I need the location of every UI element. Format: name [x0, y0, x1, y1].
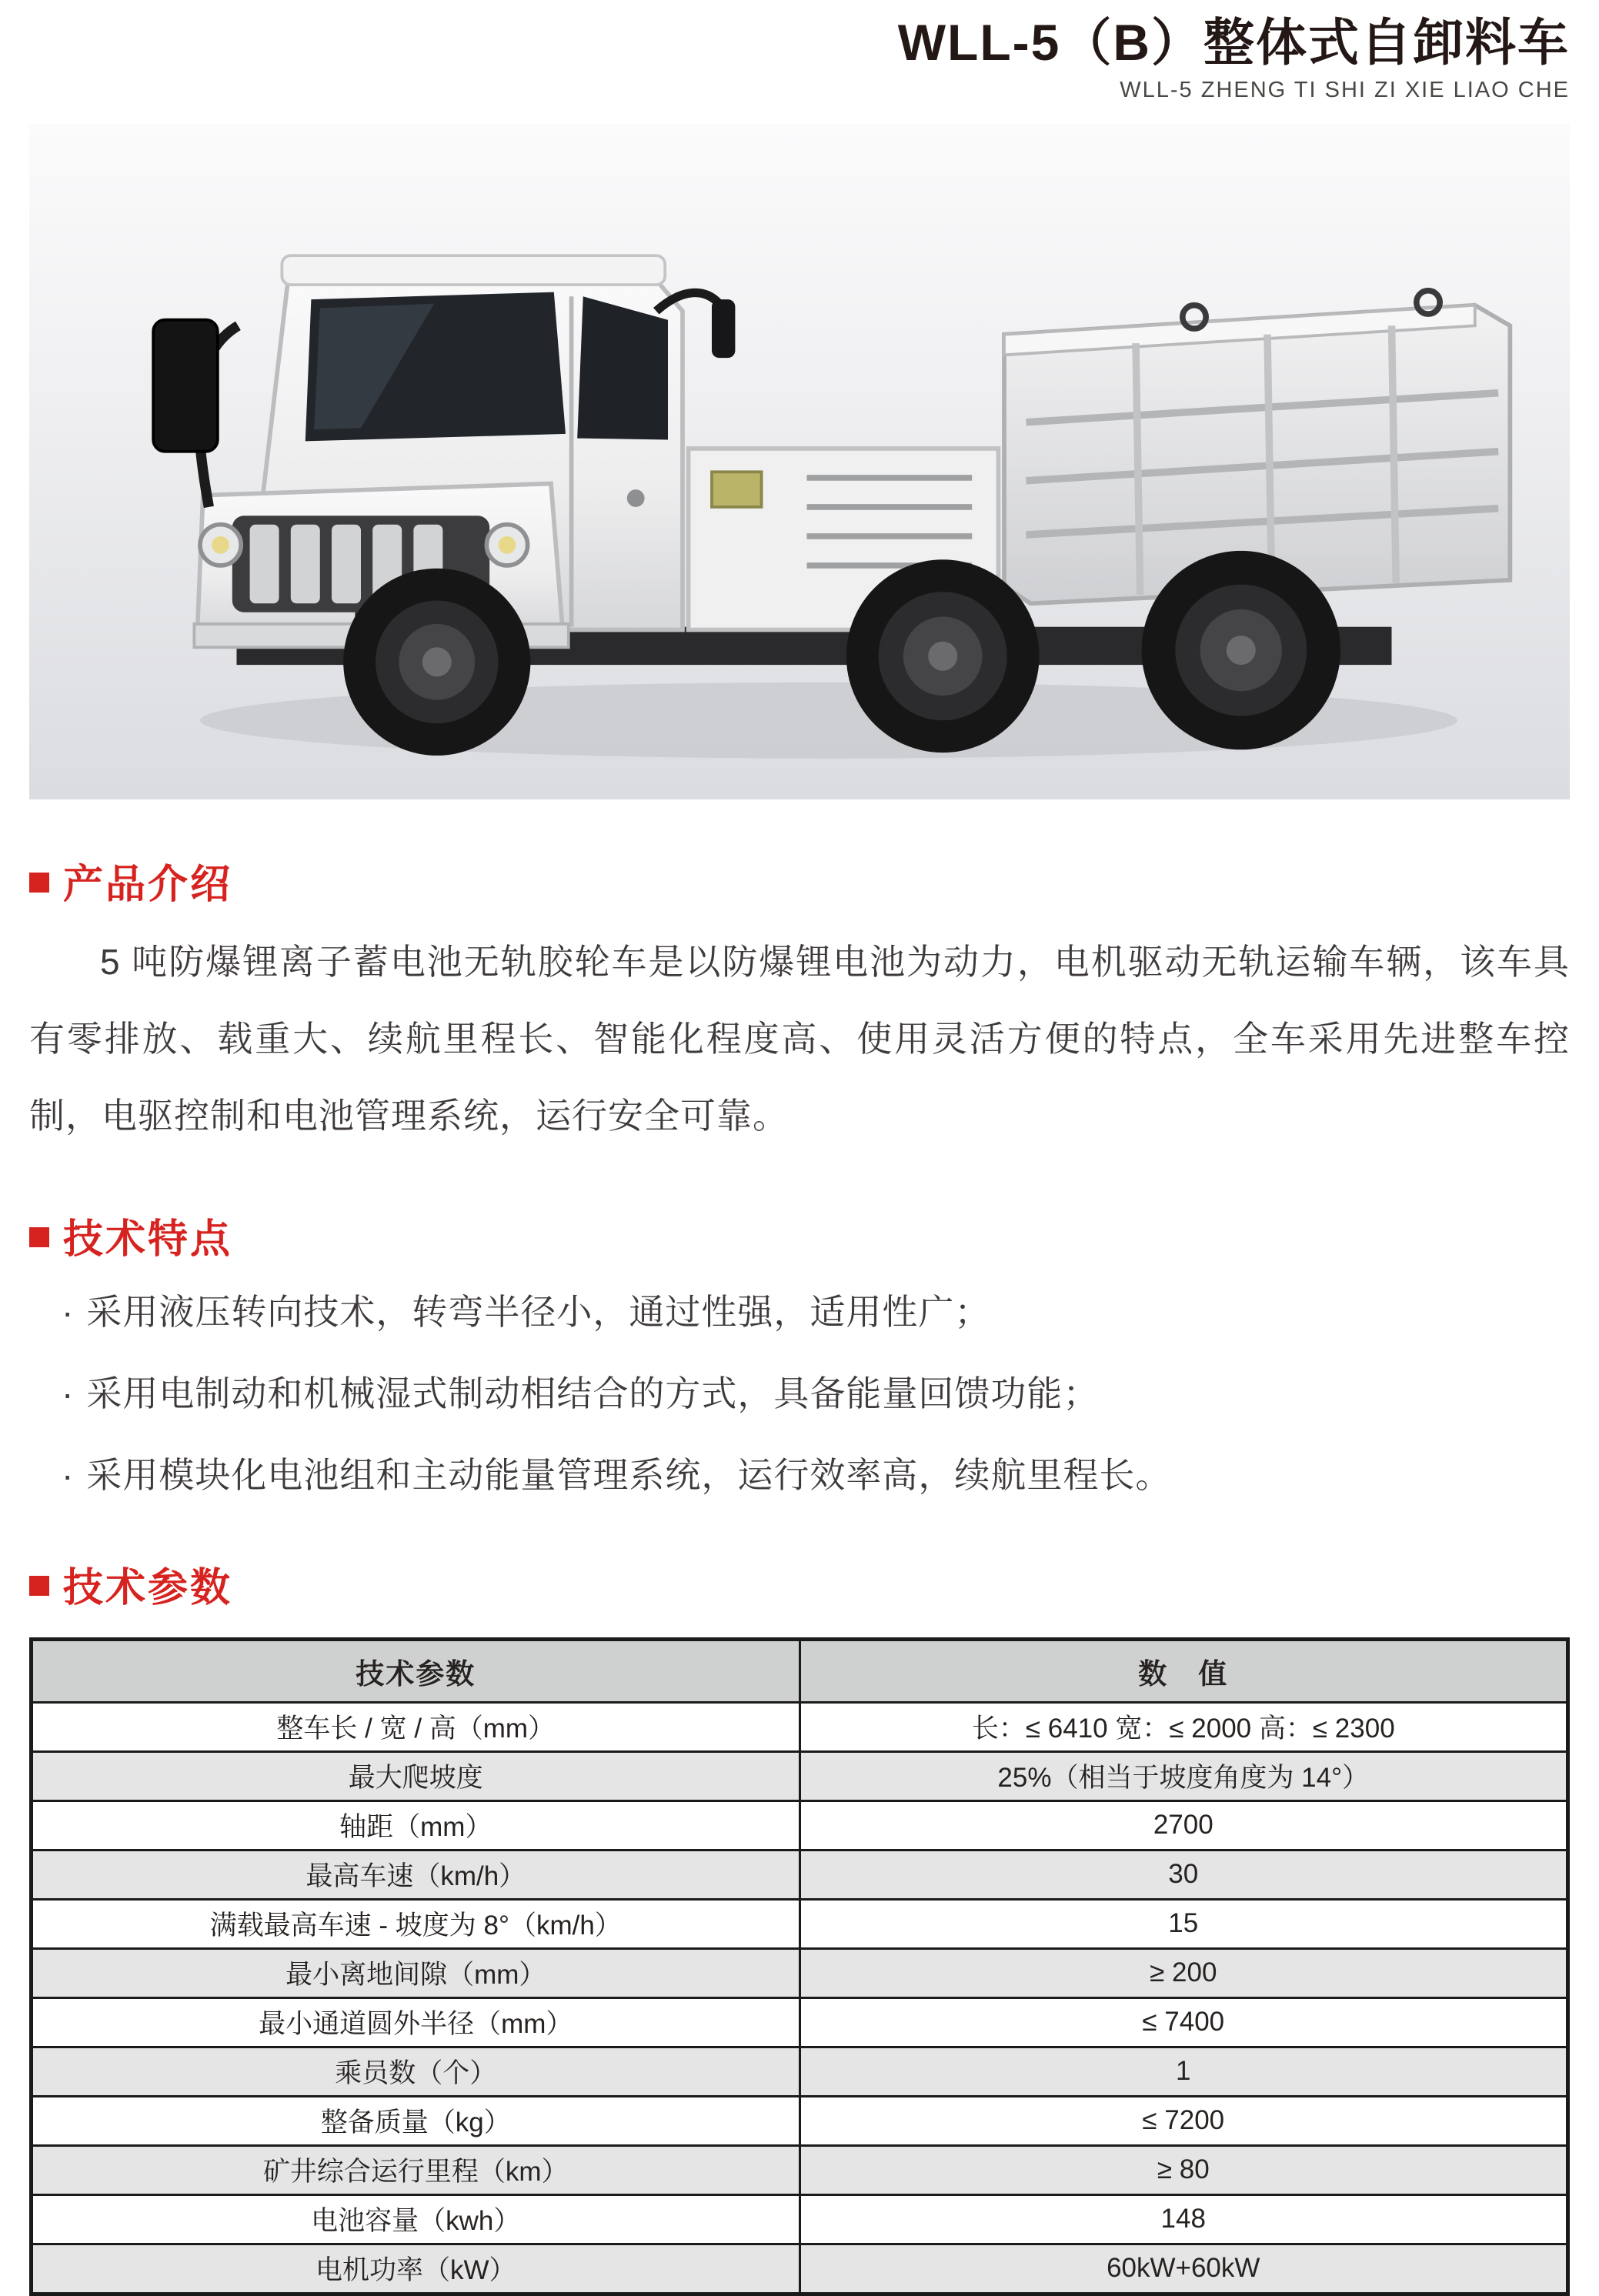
spec-param-cell: 最高车速（km/h）: [32, 1850, 800, 1899]
section-heading-specs: [29, 1555, 1570, 1613]
table-row: [32, 1800, 1568, 1850]
feature-text: 采用液压转向技术，转弯半径小，通过性强，适用性广；: [86, 1291, 991, 1332]
spec-value-cell: 15: [800, 1899, 1568, 1948]
section-heading-features: [29, 1206, 1570, 1264]
spec-value-cell: ≤ 7400: [800, 1997, 1568, 2047]
truck-illustration: [68, 146, 1531, 777]
bullet-dot: ·: [62, 1454, 75, 1495]
spec-value-cell: 1: [800, 2047, 1568, 2096]
section-title: 技术参数: [63, 1565, 233, 1610]
rear-wheel: [1142, 551, 1340, 749]
bullet-dot: ·: [62, 1373, 75, 1413]
section-title: 技术特点: [63, 1216, 233, 1262]
middle-wheel: [846, 559, 1040, 753]
table-row: [32, 1702, 1568, 1751]
spec-param-cell: 最小离地间隙（mm）: [32, 1948, 800, 1997]
spec-param-cell: 电池容量（kwh）: [32, 2194, 800, 2244]
spec-value-cell: ≥ 200: [800, 1948, 1568, 1997]
table-row: [32, 1850, 1568, 1899]
feature-item: [62, 1447, 1570, 1503]
section-bullet-square: [29, 1576, 49, 1596]
section-title: 产品介绍: [63, 862, 233, 907]
page-title: WLL-5（B）整体式自卸料车: [897, 14, 1570, 71]
document-header: [29, 14, 1570, 104]
spec-param-cell: 乘员数（个）: [32, 2047, 800, 2096]
spec-value-cell: 长：≤ 6410 宽：≤ 2000 高：≤ 2300: [800, 1702, 1568, 1751]
product-photo: [29, 124, 1570, 799]
spec-param-cell: 电机功率（kW）: [32, 2244, 800, 2294]
spec-param-cell: 最小通道圆外半径（mm）: [32, 1997, 800, 2047]
front-wheel: [343, 568, 530, 755]
spec-value-cell: 30: [800, 1850, 1568, 1899]
page-subtitle: WLL-5 ZHENG TI SHI ZI XIE LIAO CHE: [1120, 77, 1570, 102]
spec-param-cell: 整备质量（kg）: [32, 2096, 800, 2145]
table-row: [32, 1948, 1568, 1997]
spec-param-cell: 满载最高车速 - 坡度为 8°（km/h）: [32, 1899, 800, 1948]
feature-text: 采用电制动和机械湿式制动相结合的方式，具备能量回馈功能；: [86, 1373, 1100, 1413]
spec-param-cell: 矿井综合运行里程（km）: [32, 2145, 800, 2194]
feature-text: 采用模块化电池组和主动能量管理系统，运行效率高，续航里程长。: [86, 1454, 1172, 1495]
spec-table: [29, 1637, 1570, 2296]
spec-value-cell: 2700: [800, 1800, 1568, 1850]
spec-value-cell: ≤ 7200: [800, 2096, 1568, 2145]
table-row: [32, 2194, 1568, 2244]
spec-param-cell: 最大爬坡度: [32, 1751, 800, 1800]
feature-item: [62, 1284, 1570, 1340]
table-row: [32, 2096, 1568, 2145]
table-row: [32, 2244, 1568, 2294]
table-row: [32, 1997, 1568, 2047]
spec-param-cell: 整车长 / 宽 / 高（mm）: [32, 1702, 800, 1751]
intro-paragraph: 5 吨防爆锂离子蓄电池无轨胶轮车是以防爆锂电池为动力，电机驱动无轨运输车辆，该车具有零排放、载重大、续航里程长、智能化程度高、使用灵活方便的特点，全车采用先进整车控制，电驱控制和电池管理系统，运行安全可靠。: [29, 941, 1570, 1136]
spec-header-value: 数 值: [800, 1639, 1568, 1702]
feature-list: [29, 1284, 1570, 1503]
section-heading-intro: [29, 852, 1570, 909]
bullet-dot: ·: [62, 1291, 75, 1332]
table-row: [32, 1751, 1568, 1800]
spec-table-header-row: [32, 1639, 1568, 1702]
table-row: [32, 2145, 1568, 2194]
section-bullet-square: [29, 873, 49, 893]
section-bullet-square: [29, 1227, 49, 1247]
table-row: [32, 2047, 1568, 2096]
spec-param-cell: 轴距（mm）: [32, 1800, 800, 1850]
spec-value-cell: 148: [800, 2194, 1568, 2244]
spec-value-cell: 60kW+60kW: [800, 2244, 1568, 2294]
spec-value-cell: ≥ 80: [800, 2145, 1568, 2194]
table-row: [32, 1899, 1568, 1948]
spec-header-param: 技术参数: [32, 1639, 800, 1702]
spec-value-cell: 25%（相当于坡度角度为 14°）: [800, 1751, 1568, 1800]
feature-item: [62, 1366, 1570, 1421]
